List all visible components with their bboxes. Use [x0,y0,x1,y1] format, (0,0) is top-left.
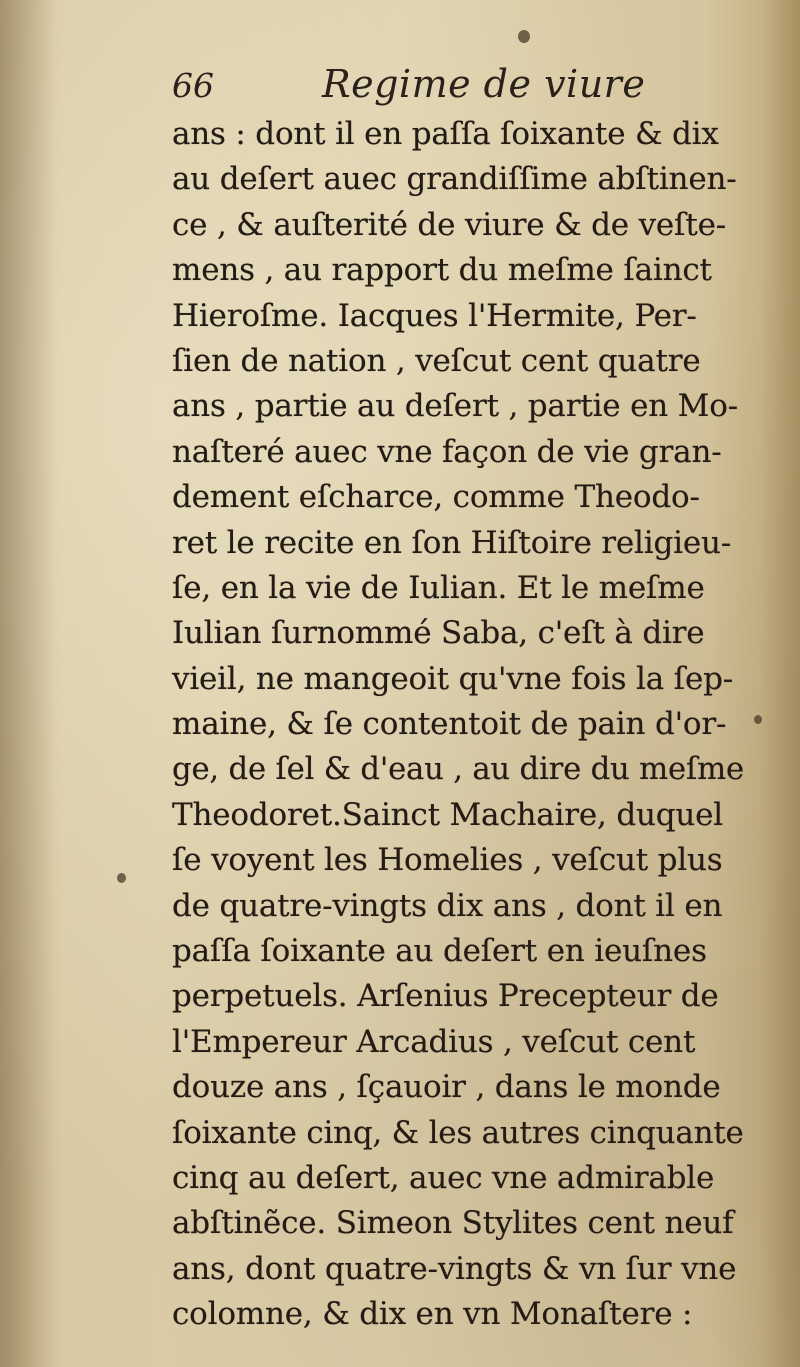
text-line: ans : dont il en paſſa ſoixante & dix [172,116,719,152]
text-line: l'Empereur Arcadius , veſcut cent [172,1023,696,1060]
text-line: mens , au rapport du meſme ſainct [172,252,712,289]
text-line: ſe, en la vie de Iulian. Et le meſme [172,569,705,606]
running-title: Regime de viure [322,62,646,106]
text-line: ſoixante cinq, & les autres cinquante [172,1114,744,1151]
text-line: colomne, & dix en vn Monaſtere : [172,1296,693,1333]
text-line: douze ans , ſçauoir , dans le monde [172,1069,721,1106]
ink-blot [117,873,126,883]
text-line: ans, dont quatre-vingts & vn ſur vne [172,1250,737,1287]
text-line: ce , & auſterité de viure & de veſte- [172,206,726,243]
page-edge-shadow [760,0,800,1367]
text-line: perpetuels. Arſenius Precepteur de [172,978,719,1015]
text-line: naſteré auec vne façon de vie gran- [172,433,722,470]
text-line: vieil, ne mangeoit qu'vne fois la ſep- [172,660,734,697]
binding-shadow [0,0,55,1367]
text-line: ge, de ſel & d'eau , au dire du meſme [172,751,744,788]
ink-blot [518,30,530,43]
text-line: abſtinẽce. Simeon Stylites cent neuf [172,1205,734,1242]
text-line: maine, & ſe contentoit de pain d'or- [172,706,727,743]
text-line: Theodoret.Sainct Machaire, duquel [172,796,724,833]
text-line: de quatre-vingts dix ans , dont il en [172,887,723,924]
text-line: ſe voyent les Homelies , veſcut plus [172,842,723,879]
page-number: 66 [172,66,214,105]
text-line: paſſa ſoixante au deſert en ieuſnes [172,933,707,970]
text-line: ans , partie au deſert , partie en Mo- [172,388,738,425]
body-text [172,112,744,1338]
text-line: Hieroſme. Iacques l'Hermite, Per- [172,297,697,334]
text-line: ſien de nation , veſcut cent quatre [172,342,701,379]
text-line: cinq au deſert, auec vne admirable [172,1159,715,1196]
text-line: au deſert auec grandiſſime abſtinen- [172,161,737,198]
running-head [172,62,732,118]
ink-blot [754,715,762,724]
text-line: dement eſcharce, comme Theodo- [172,479,700,516]
text-line: ret le recite en ſon Hiſtoire religieu- [172,524,732,561]
text-line: Iulian ſurnommé Saba, c'eſt à dire [172,615,705,652]
